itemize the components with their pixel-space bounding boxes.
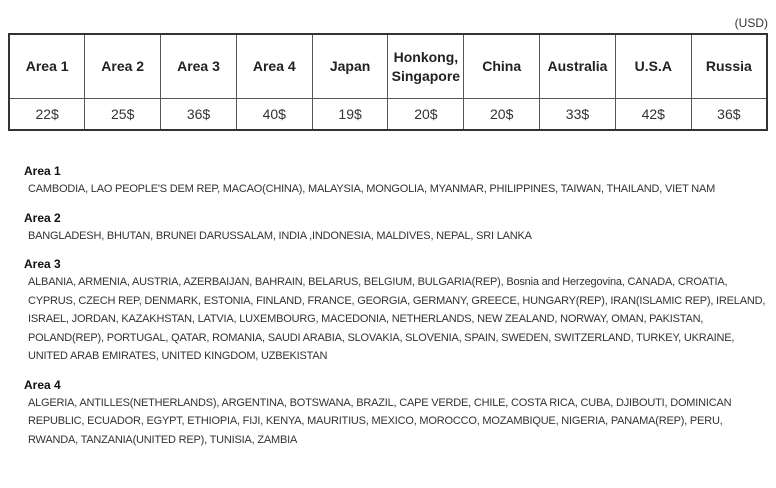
price-japan: 19$ xyxy=(312,99,388,131)
rate-table-price-row xyxy=(9,99,767,131)
area-country-lists xyxy=(24,164,768,461)
header-area-1: Area 1 xyxy=(9,34,85,99)
header-australia: Australia xyxy=(540,34,616,99)
area-section xyxy=(24,164,768,199)
area-title: Area 1 xyxy=(24,164,61,178)
area-section xyxy=(24,211,768,246)
area-title: Area 2 xyxy=(24,210,61,225)
currency-note: (USD) xyxy=(734,16,768,30)
header-area-2: Area 2 xyxy=(85,34,161,99)
area-title: Area 4 xyxy=(24,377,61,392)
price-australia: 33$ xyxy=(540,99,616,131)
area-country-list: CAMBODIA, LAO PEOPLE'S DEM REP, MACAO(CHINA), MALAYSIA, MONGOLIA, MYANMAR, PHILIPPINES, TAIWAN, THAILAND, VIET NAM xyxy=(28,183,716,195)
header-area-4: Area 4 xyxy=(236,34,312,99)
area-country-list: BANGLADESH, BHUTAN, BRUNEI DARUSSALAM, INDIA ,INDONESIA, MALDIVES, NEPAL, SRI LANKA xyxy=(28,229,532,242)
area-section xyxy=(24,378,768,450)
header-russia: Russia xyxy=(691,34,767,99)
price-area-4: 40$ xyxy=(236,99,312,131)
header-japan: Japan xyxy=(312,34,388,99)
price-area-2: 25$ xyxy=(85,99,161,131)
price-area-3: 36$ xyxy=(161,99,237,131)
area-section xyxy=(24,257,768,366)
price-usa: 42$ xyxy=(615,99,691,131)
header-hongkong-singapore: Honkong, Singapore xyxy=(388,34,464,99)
area-country-list: ALBANIA, ARMENIA, AUSTRIA, AZERBAIJAN, BAHRAIN, BELARUS, BELGIUM, BULGARIA(REP), Bosnia and Herzegovina, CANADA, CROATIA, CYPRUS, CZECH REP, DENMARK, ESTONIA, FINLAND, FRANCE, GEORGIA, GERMANY, GREECE, HUNGARY(REP), IRAN(ISLAMIC REP), IRELAND, ISRAEL, JORDAN, KAZAKHSTAN, LATVIA, LUXEMBOURG, MACEDONIA, NETHERLANDS, NEW ZEALAND, NORWAY, OMAN, PAKISTAN, POLAND(REP), PORTUGAL, QATAR, ROMANIA, SAUDI ARABIA, SLOVAKIA, SLOVENIA, SPAIN, SWEDEN, SWITZERLAND, TURKEY, UKRAINE, UNITED ARAB EMIRATES, UNITED KINGDOM, UZBEKISTAN xyxy=(28,276,766,362)
rate-table-header-row xyxy=(9,34,767,99)
price-russia: 36$ xyxy=(691,99,767,131)
price-hongkong-singapore: 20$ xyxy=(388,99,464,131)
price-china: 20$ xyxy=(464,99,540,131)
area-country-list: ALGERIA, ANTILLES(NETHERLANDS), ARGENTINA, BOTSWANA, BRAZIL, CAPE VERDE, CHILE, COSTA RICA, CUBA, DJIBOUTI, DOMINICAN REPUBLIC, ECUADOR, EGYPT, ETHIOPIA, FIJI, KENYA, MAURITIUS, MEXICO, MOROCCO, MOZAMBIQUE, NIGERIA, PANAMA(REP), PERU, RWANDA, TANZANIA(UNITED REP), TUNISIA, ZAMBIA xyxy=(28,396,732,446)
price-area-1: 22$ xyxy=(9,99,85,131)
header-area-3: Area 3 xyxy=(161,34,237,99)
header-usa: U.S.A xyxy=(615,34,691,99)
area-title: Area 3 xyxy=(24,257,61,271)
header-china: China xyxy=(464,34,540,99)
rate-table xyxy=(8,33,768,131)
